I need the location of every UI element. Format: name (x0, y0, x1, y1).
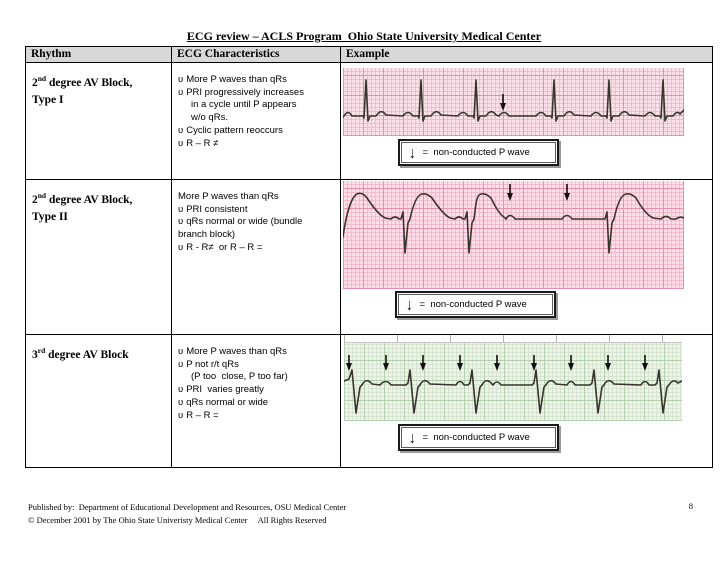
down-arrow-icon: ↓ (409, 428, 416, 447)
bullet-icon: υ (178, 216, 184, 228)
characteristic-text: R - R≠ or R – R = (186, 241, 263, 253)
characteristic-text: R – R ≠ (186, 137, 219, 149)
ecg-trace (344, 343, 682, 421)
characteristic-line (178, 242, 338, 255)
characteristic-line (178, 125, 338, 138)
bullet-icon: υ (178, 396, 184, 408)
ecg-trace (343, 68, 684, 136)
bullet-icon: υ (178, 137, 184, 149)
characteristic-text: branch block) (178, 229, 236, 241)
characteristic-line (178, 384, 338, 397)
characteristic-text: More P waves than qRs (186, 346, 287, 357)
characteristic-line (178, 397, 338, 410)
ecg-table (25, 46, 713, 468)
rhythm-name-line2: Type II (32, 210, 68, 223)
p-wave-arrow-icon (383, 355, 389, 371)
bullet-icon: υ (178, 346, 184, 357)
characteristic-text: PRI consistent (186, 203, 248, 215)
characteristic-text: w/o qRs. (191, 112, 228, 124)
p-wave-arrow-icon (605, 355, 611, 371)
characteristic-line (178, 346, 338, 359)
p-wave-arrow-icon (457, 355, 463, 371)
table-row-2nd-degree-type-2 (26, 179, 712, 334)
bullet-icon: υ (178, 384, 184, 396)
column-header-example: Example (340, 47, 712, 62)
column-header-rhythm: Rhythm (26, 47, 171, 62)
characteristic-line (178, 112, 338, 125)
bullet-icon: υ (178, 86, 184, 98)
table-row-3rd-degree (26, 334, 712, 467)
characteristic-text: (P too close, P too far) (191, 371, 288, 383)
column-header-ecg-characteristics: ECG Characteristics (171, 47, 340, 62)
characteristics-list (172, 63, 340, 150)
characteristic-text: Cyclic pattern reoccurs (186, 124, 283, 136)
characteristic-text: P not r/t qRs (186, 358, 239, 370)
bullet-icon: υ (178, 203, 184, 215)
characteristic-line (178, 216, 338, 229)
characteristics-list (172, 335, 340, 422)
table-header-row (26, 47, 712, 62)
non-conducted-p-arrow-icon (564, 184, 570, 201)
characteristics-list (172, 180, 340, 255)
rhythm-name: 2nd degree AV Block, Type II (26, 180, 171, 225)
ecg-strip-wenckebach (343, 68, 684, 136)
bullet-icon: υ (178, 74, 184, 85)
ecg-strip-complete-block (344, 335, 682, 421)
p-wave-arrow-icon (642, 355, 648, 371)
page-title: ECG review – ACLS Program Ohio State University Medical Center (186, 29, 542, 43)
rhythm-name-line2: Type I (32, 93, 64, 106)
legend-box (398, 139, 559, 166)
characteristic-text: More P waves than qRs (178, 191, 279, 202)
p-wave-arrow-icon (346, 355, 352, 371)
legend-label: = non-conducted P wave (419, 299, 527, 310)
table-row-2nd-degree-type-1 (26, 62, 712, 179)
characteristic-text: qRs normal or wide (bundle (186, 216, 303, 228)
footer-published-by: Published by: Department of Educational Development and Resources, OSU Medical Center (28, 502, 347, 512)
ecg-strip-mobitz-2 (343, 181, 684, 289)
characteristic-line (178, 204, 338, 217)
characteristic-text: PRI varies greatly (186, 384, 264, 396)
bullet-icon: υ (178, 241, 184, 253)
strip-timing-marks (344, 335, 682, 343)
p-wave-arrow-icon (531, 355, 537, 371)
legend-box (398, 424, 559, 451)
characteristic-line (178, 87, 338, 100)
characteristic-line (178, 191, 338, 204)
page-footer (28, 501, 346, 527)
p-wave-arrow-icon (494, 355, 500, 371)
p-wave-arrow-icon (568, 355, 574, 371)
characteristic-text: qRs normal or wide (186, 396, 269, 408)
bullet-icon: υ (178, 358, 184, 370)
non-conducted-p-arrow-icon (500, 94, 506, 111)
characteristic-line (178, 74, 338, 87)
legend-label: = non-conducted P wave (422, 432, 530, 443)
down-arrow-icon: ↓ (406, 295, 413, 314)
characteristic-line (178, 99, 338, 112)
legend-box (395, 291, 556, 318)
bullet-icon: υ (178, 409, 184, 421)
characteristic-line (178, 410, 338, 423)
footer-copyright: © December 2001 by The Ohio State Univeristy Medical Center All Rights Reserved (28, 515, 327, 526)
ecg-trace (343, 181, 684, 289)
characteristic-line (178, 229, 338, 242)
characteristic-text: R – R = (186, 409, 219, 421)
rhythm-name: 2nd degree AV Block, Type I (26, 63, 171, 108)
characteristic-line (178, 138, 338, 151)
characteristic-text: More P waves than qRs (186, 74, 287, 85)
legend-label: = non-conducted P wave (422, 147, 530, 158)
down-arrow-icon: ↓ (409, 143, 416, 162)
characteristic-text: in a cycle until P appears (191, 99, 297, 111)
characteristic-text: PRI progressively increases (186, 86, 304, 98)
bullet-icon: υ (178, 124, 184, 136)
p-wave-arrow-icon (420, 355, 426, 371)
characteristic-line (178, 371, 338, 384)
rhythm-name: 3rd degree AV Block (32, 346, 129, 361)
characteristic-line (178, 359, 338, 372)
page-number: 8 (688, 501, 693, 511)
non-conducted-p-arrow-icon (507, 184, 513, 201)
